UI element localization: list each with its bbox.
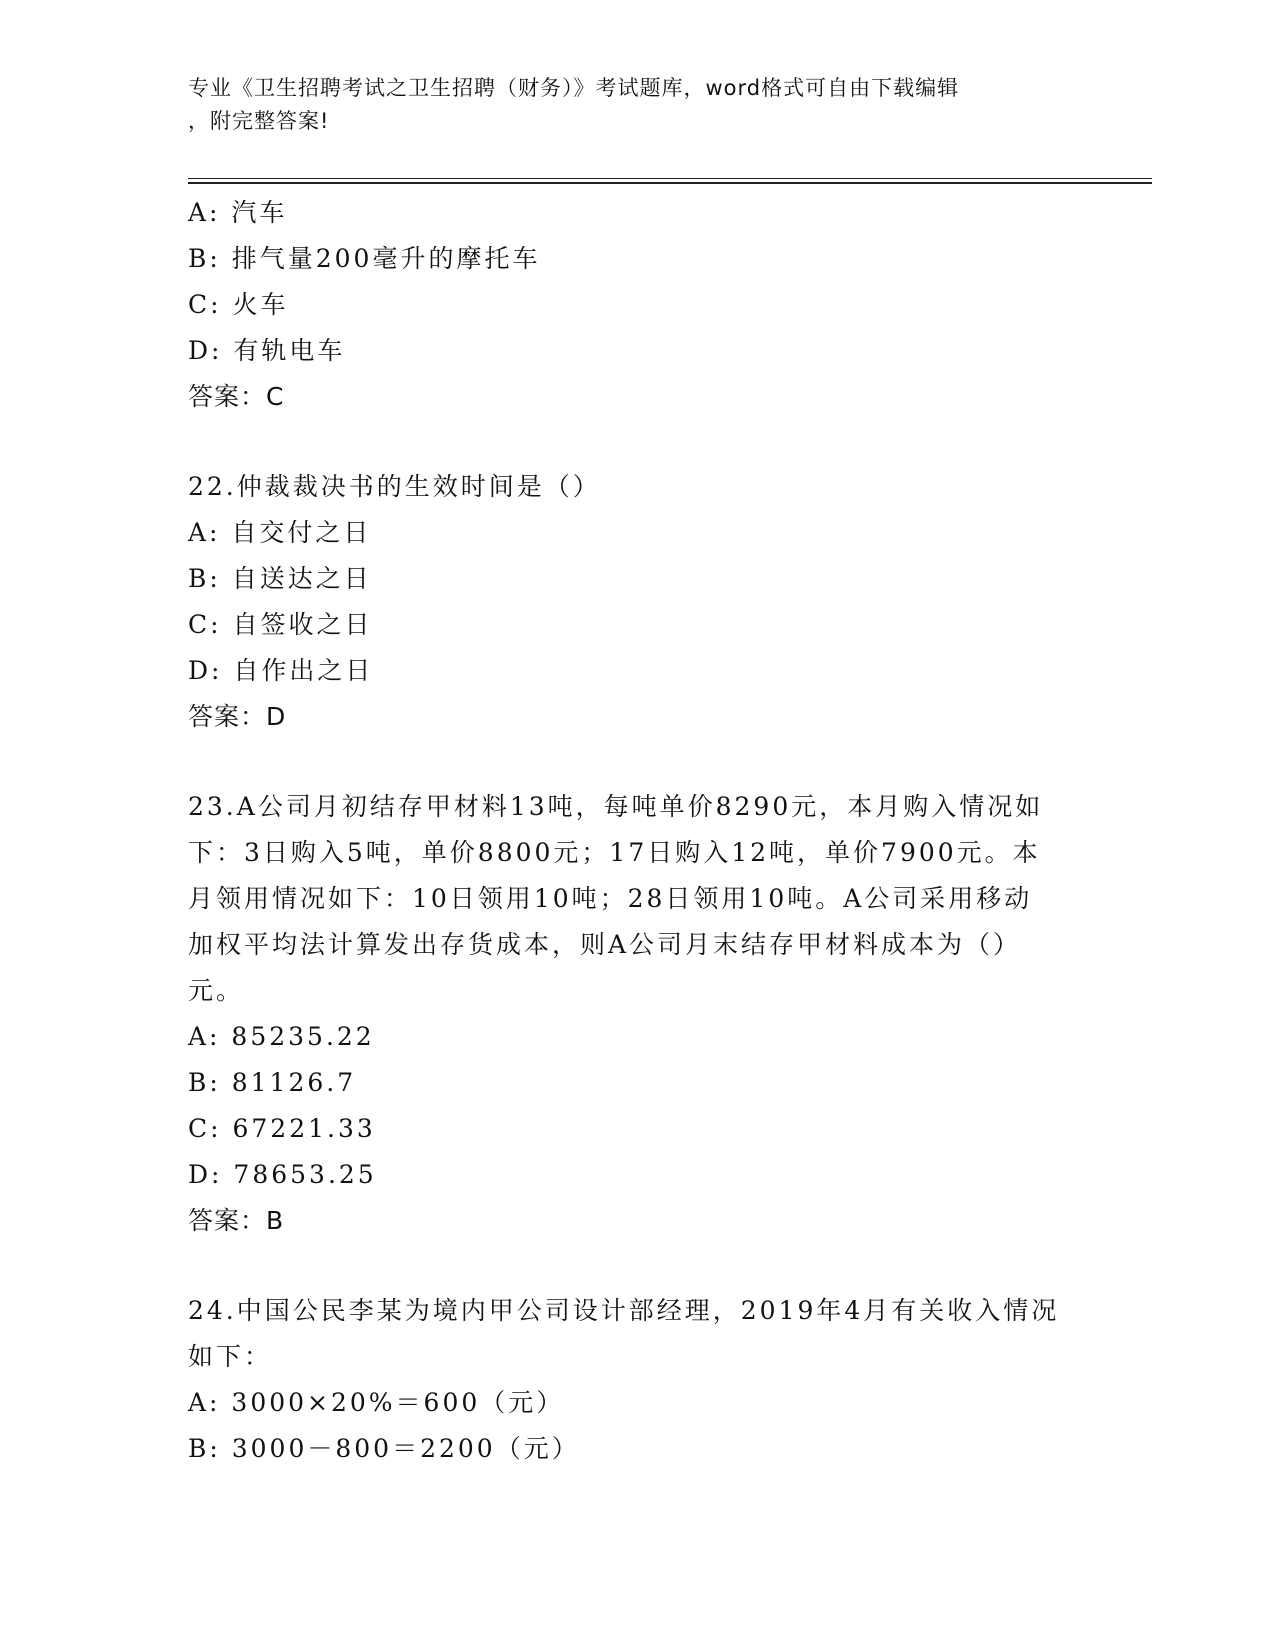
header-line-1: 专业《卫生招聘考试之卫生招聘（财务）》考试题库，word格式可自由下载编辑: [188, 76, 960, 100]
header-divider-thick: [188, 182, 1152, 184]
question-content: [188, 190, 1088, 1472]
header-divider-thin: [188, 178, 1152, 179]
option-c: C: 自签收之日: [188, 610, 373, 639]
question-text-line: 加权平均法计算发出存货成本，则A公司月末结存甲材料成本为（）: [188, 930, 1022, 959]
option-c: C: 67221.33: [188, 1114, 376, 1143]
question-22: [188, 464, 1088, 740]
question-text-line: 月领用情况如下：10日领用10吨；28日领用10吨。A公司采用移动: [188, 884, 1033, 913]
option-a: A: 3000×20%＝600（元）: [188, 1388, 565, 1417]
question-text-line: 如下：: [188, 1342, 273, 1371]
option-a: A: 汽车: [188, 198, 288, 227]
question-23: [188, 784, 1088, 1244]
question-24: [188, 1288, 1088, 1472]
question-text: 22.仲裁裁决书的生效时间是（）: [188, 472, 601, 501]
answer-23: 答案：B: [188, 1206, 285, 1235]
option-d: D: 有轨电车: [188, 336, 346, 365]
question-text-line: 23.A公司月初结存甲材料13吨，每吨单价8290元，本月购入情况如: [188, 792, 1044, 821]
option-c: C: 火车: [188, 290, 289, 319]
spacer: [188, 420, 1088, 464]
option-b: B: 自送达之日: [188, 564, 372, 593]
option-b: B: 3000－800＝2200（元）: [188, 1434, 580, 1463]
option-b: B: 排气量200毫升的摩托车: [188, 244, 541, 273]
header-line-2: ，附完整答案!: [188, 109, 330, 133]
option-a: A: 自交付之日: [188, 518, 372, 547]
option-b: B: 81126.7: [188, 1068, 357, 1097]
spacer: [188, 1244, 1088, 1288]
question-text-line: 24.中国公民李某为境内甲公司设计部经理，2019年4月有关收入情况: [188, 1296, 1060, 1325]
answer-21: 答案：C: [188, 382, 285, 411]
answer-22: 答案：D: [188, 702, 287, 731]
question-text-line: 下：3日购入5吨，单价8800元；17日购入12吨，单价7900元。本: [188, 838, 1041, 867]
option-d: D: 78653.25: [188, 1160, 377, 1189]
question-21: [188, 190, 1088, 420]
option-d: D: 自作出之日: [188, 656, 374, 685]
spacer: [188, 740, 1088, 784]
question-text-line: 元。: [188, 976, 245, 1005]
document-header: [188, 72, 1068, 138]
option-a: A: 85235.22: [188, 1022, 375, 1051]
